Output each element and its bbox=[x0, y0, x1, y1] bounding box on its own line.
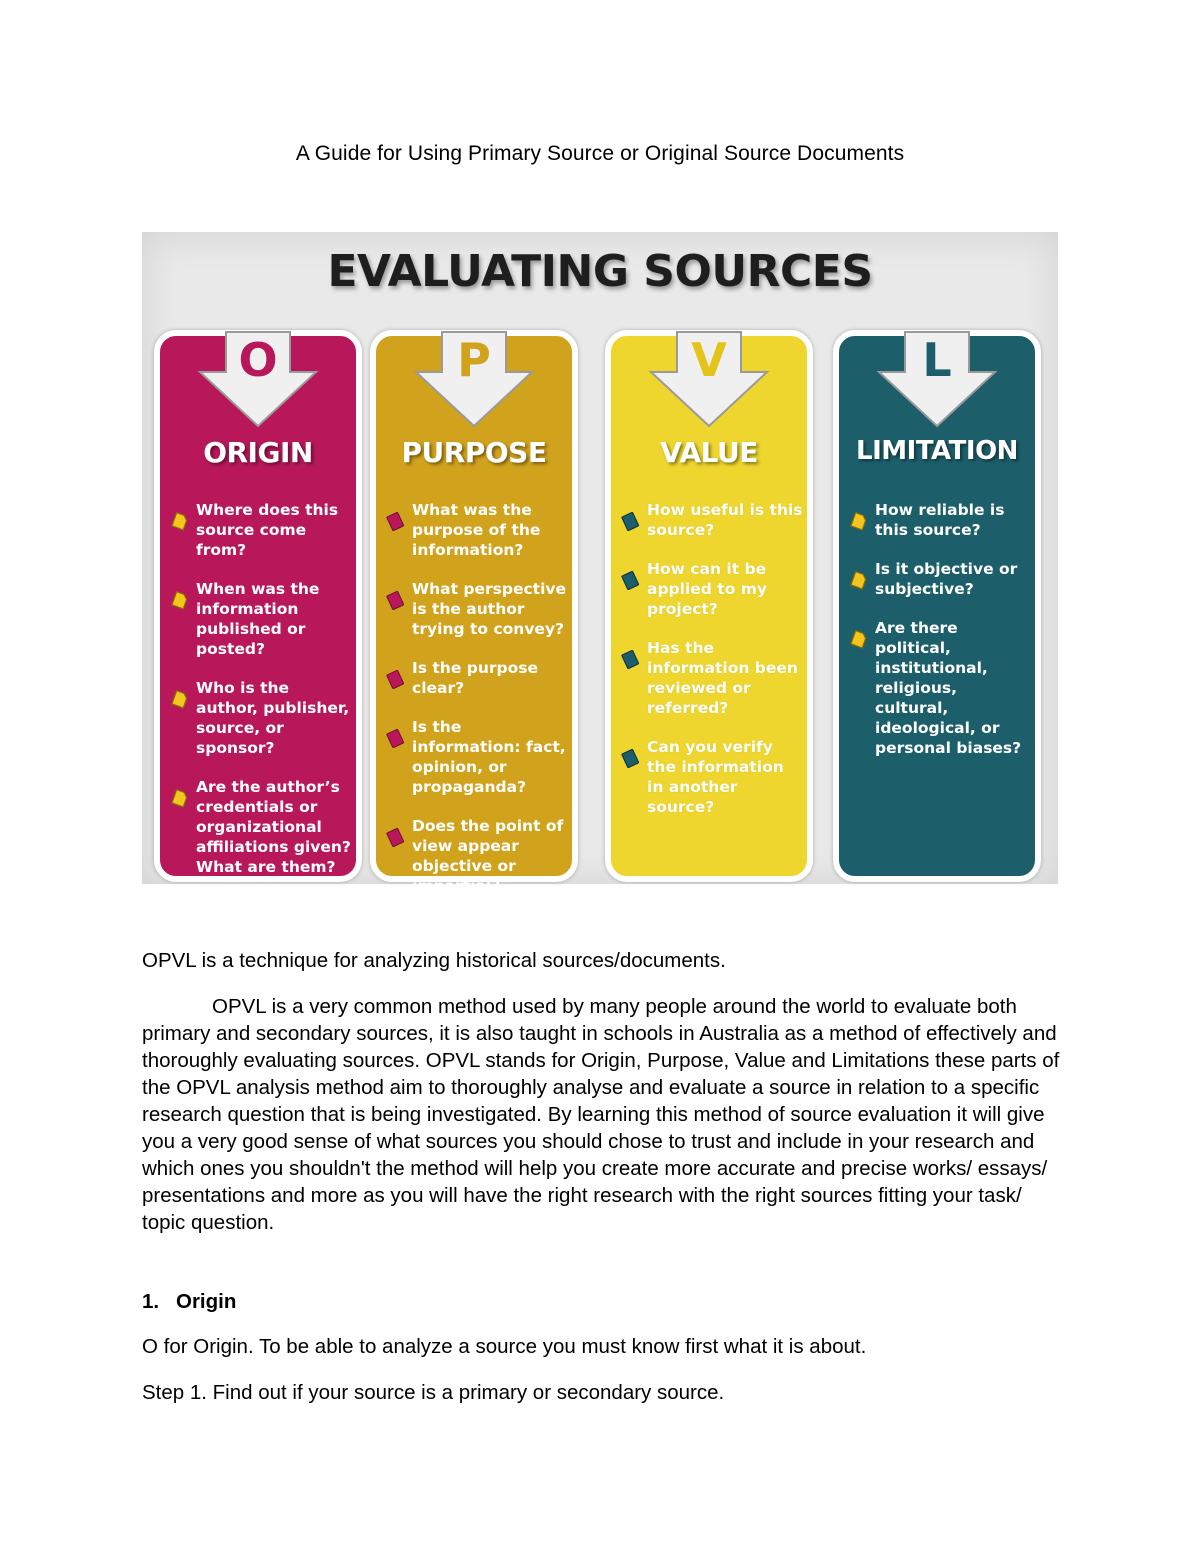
value-question-list bbox=[617, 500, 803, 836]
limitation-question: Are there political, institutional, religious, cultural, ideological, or personal biases? bbox=[875, 619, 1022, 757]
step-sentence: Step 1. Find out if your source is a primary or secondary source. bbox=[142, 1381, 725, 1404]
origin-title: ORIGIN bbox=[203, 436, 313, 469]
book-icon bbox=[384, 727, 406, 749]
origin-question: Are the author’s credentials or organizational affiliations given? What are them? bbox=[196, 778, 351, 876]
list-item bbox=[166, 678, 352, 758]
value-question: How useful is this source? bbox=[647, 501, 803, 539]
limitation-title: LIMITATION bbox=[856, 436, 1018, 466]
origin-question-list bbox=[166, 500, 352, 896]
purpose-title: PURPOSE bbox=[401, 436, 547, 469]
list-item bbox=[166, 500, 352, 560]
list-item bbox=[617, 500, 803, 540]
list-item bbox=[166, 579, 352, 659]
tag-icon bbox=[847, 569, 869, 591]
value-letter: V bbox=[691, 333, 727, 387]
tag-icon bbox=[168, 688, 190, 710]
list-item bbox=[617, 559, 803, 619]
infographic-title: EVALUATING SOURCES bbox=[327, 246, 873, 297]
origin-card bbox=[154, 330, 362, 882]
list-item bbox=[617, 737, 803, 817]
opvl-infographic bbox=[142, 232, 1058, 895]
list-item bbox=[617, 638, 803, 718]
value-question: How can it be applied to my project? bbox=[647, 560, 767, 618]
purpose-question: Is the information: fact, opinion, or propaganda? bbox=[412, 718, 566, 796]
section-heading-text: Origin bbox=[176, 1290, 237, 1313]
list-item bbox=[382, 500, 568, 560]
list-item bbox=[166, 777, 352, 877]
book-icon bbox=[384, 589, 406, 611]
tag-icon bbox=[847, 510, 869, 532]
origin-arrow-icon bbox=[196, 332, 320, 428]
purpose-question: What perspective is the author trying to convey? bbox=[412, 580, 567, 638]
section-heading bbox=[142, 1288, 1062, 1315]
section-number: 1. bbox=[142, 1290, 160, 1313]
value-question: Can you verify the information in another source? bbox=[647, 738, 784, 816]
limitation-card bbox=[833, 330, 1041, 882]
list-item bbox=[845, 559, 1031, 599]
list-item bbox=[382, 816, 568, 896]
list-item bbox=[845, 500, 1031, 540]
tag-icon bbox=[847, 628, 869, 650]
tag-icon bbox=[168, 589, 190, 611]
book-icon bbox=[619, 648, 641, 670]
lead-sentence: OPVL is a technique for analyzing historical sources/documents. bbox=[142, 949, 726, 972]
intro-paragraph: OPVL is a very common method used by many people around the world to evaluate both primary and secondary sources, it is also taught in schools in Australia as a method of effectively and thoroughly evaluating sources. OPVL stands for Origin, Purpose, Value and Limitations these parts of the OPVL analysis method aim to thoroughly analyse and evaluate a source in relation to a specific research question that is being investigated. By learning this method of source evaluation it will give you a very good sense of what sources you should chose to trust and include in your research and which ones you shouldn't the method will help you create more accurate and precise works/ essays/ presentations and more as you will have the right research with the right sources fitting your task/ topic question. bbox=[142, 995, 1060, 1234]
origin-question: Who is the author, publisher, source, or sponsor? bbox=[196, 679, 350, 757]
purpose-arrow-icon bbox=[412, 332, 536, 428]
book-icon bbox=[384, 668, 406, 690]
purpose-question: What was the purpose of the information? bbox=[412, 501, 541, 559]
book-icon bbox=[619, 510, 641, 532]
limitation-question: Is it objective or subjective? bbox=[875, 560, 1018, 598]
list-item bbox=[382, 579, 568, 639]
origin-sentence: O for Origin. To be able to analyze a source you must know first what it is about. bbox=[142, 1335, 867, 1358]
book-icon bbox=[619, 747, 641, 769]
value-arrow-icon bbox=[647, 332, 771, 428]
list-item bbox=[382, 658, 568, 698]
origin-question: When was the information published or posted? bbox=[196, 580, 320, 658]
purpose-card bbox=[370, 330, 578, 895]
limitation-arrow-icon bbox=[875, 332, 999, 428]
book-icon bbox=[384, 510, 406, 532]
document-title: A Guide for Using Primary Source or Original Source Documents bbox=[295, 142, 905, 165]
limitation-letter: L bbox=[922, 333, 952, 387]
origin-letter: O bbox=[238, 333, 278, 387]
limitation-question: How reliable is this source? bbox=[875, 501, 1005, 539]
value-title: VALUE bbox=[660, 436, 758, 469]
origin-question: Where does this source come from? bbox=[196, 501, 339, 559]
book-icon bbox=[384, 826, 406, 848]
value-card bbox=[605, 330, 813, 882]
list-item bbox=[845, 618, 1031, 758]
list-item bbox=[382, 717, 568, 797]
purpose-question: Does the point of view appear objective or impartial? bbox=[412, 817, 564, 895]
tag-icon bbox=[168, 787, 190, 809]
purpose-question-list bbox=[382, 500, 568, 915]
tag-icon bbox=[168, 510, 190, 532]
purpose-question: Is the purpose clear? bbox=[412, 659, 538, 697]
value-question: Has the information been reviewed or referred? bbox=[647, 639, 798, 717]
limitation-question-list bbox=[845, 500, 1031, 777]
book-icon bbox=[619, 569, 641, 591]
purpose-letter: P bbox=[457, 333, 491, 387]
